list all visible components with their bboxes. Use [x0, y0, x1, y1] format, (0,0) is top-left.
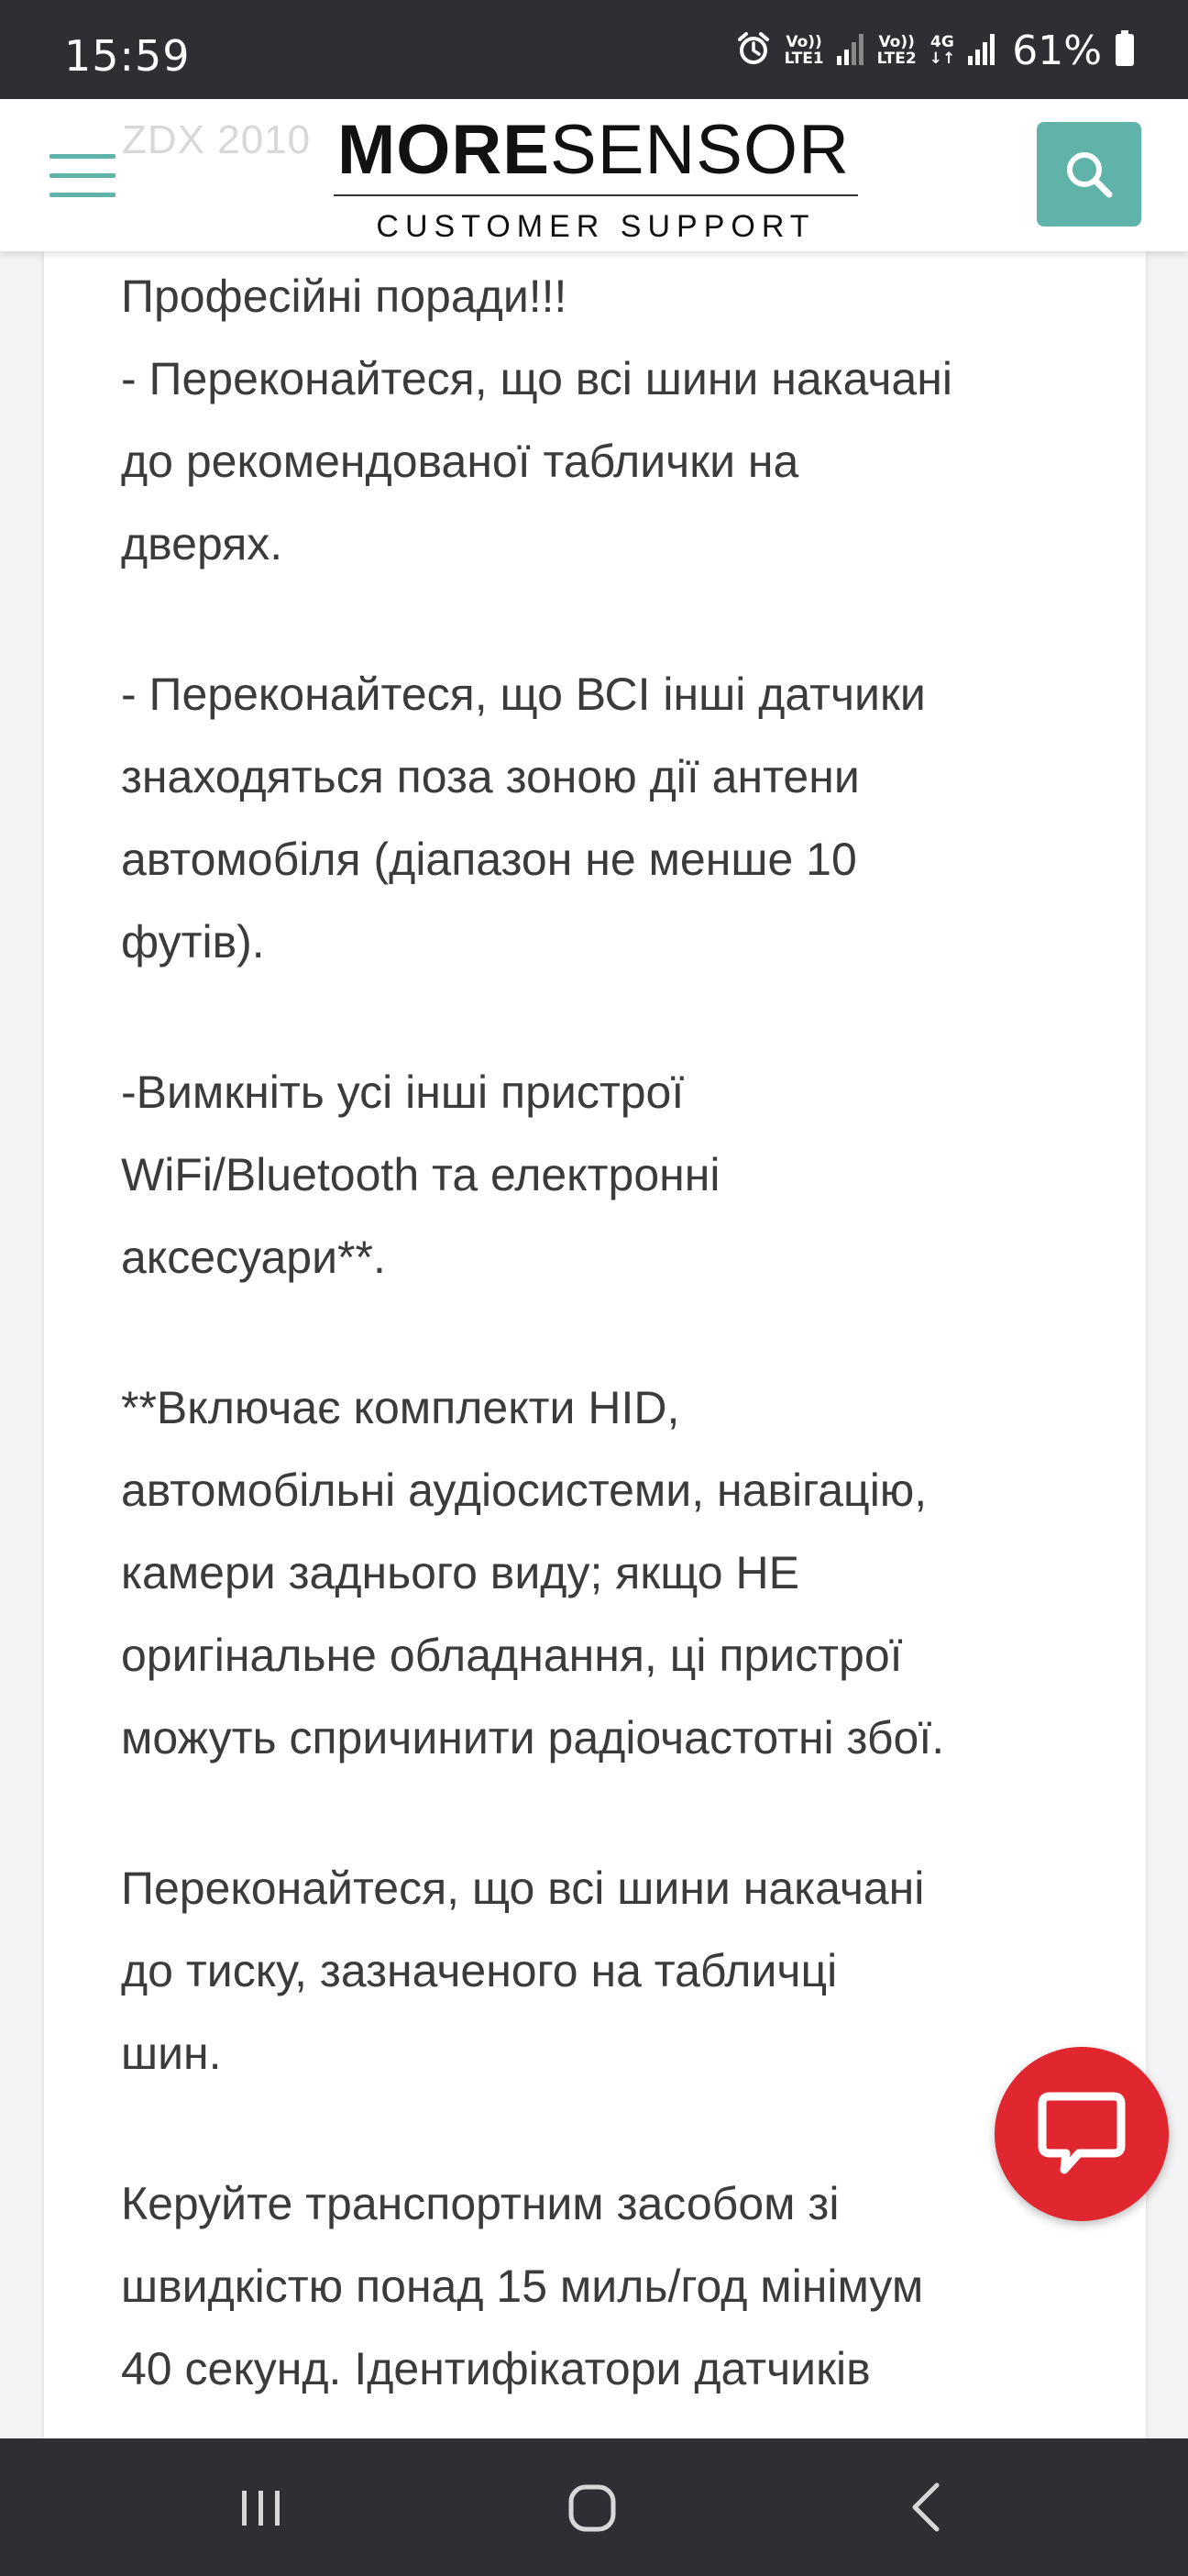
sim1-lte-label: LTE1 — [784, 50, 824, 68]
sim2-volte-label: Vo)) — [878, 33, 915, 51]
alarm-icon — [735, 30, 772, 72]
status-time: 15:59 — [64, 31, 191, 81]
paragraph-line: автомобільні аудіосистеми, навігацію, — [121, 1465, 928, 1516]
article-paragraph — [121, 1051, 1093, 1299]
recent-apps-button[interactable] — [220, 2471, 302, 2544]
sim2-lte-label: LTE2 — [876, 50, 917, 68]
recent-apps-icon — [220, 2471, 302, 2544]
paragraph-line: швидкістю понад 15 миль/год мінімум — [121, 2261, 924, 2312]
paragraph-line: - Переконайтеся, що всі шини накачані — [121, 353, 952, 404]
article-content — [121, 255, 1093, 2410]
scrolled-heading-text: ZDX 2010 — [122, 117, 312, 162]
battery-icon — [1115, 30, 1135, 72]
paragraph-line: оригінальне обладнання, ці пристрої — [121, 1630, 903, 1681]
live-chat-button[interactable] — [995, 2047, 1169, 2221]
status-bar — [0, 0, 1188, 99]
system-navigation-bar — [0, 2438, 1188, 2576]
signal-icon — [837, 32, 864, 70]
paragraph-line: Керуйте транспортним засобом зі — [121, 2178, 840, 2229]
paragraph-line: - Переконайтеся, що ВСІ інші датчики — [121, 669, 926, 720]
search-button[interactable] — [1037, 122, 1141, 227]
article-paragraph — [121, 2162, 1093, 2410]
paragraph-line: -Вимкніть усі інші пристрої — [121, 1067, 685, 1118]
paragraph-line: дверях. — [121, 518, 283, 569]
home-icon — [551, 2471, 633, 2544]
sim1-volte-label: Vo)) — [786, 33, 822, 51]
article-paragraph — [121, 255, 1093, 585]
chat-bubble-icon — [1037, 2091, 1127, 2179]
logo-regular-part: SENSOR — [550, 111, 850, 189]
paragraph-line: Професійні поради!!! — [121, 271, 567, 322]
sim1-indicator — [785, 34, 824, 67]
paragraph-line: до рекомендованої таблички на — [121, 436, 799, 487]
status-indicators — [735, 26, 1135, 75]
paragraph-line: можуть спричинити радіочастотні збої. — [121, 1712, 945, 1763]
logo-divider — [334, 194, 858, 196]
paragraph-line: футів). — [121, 916, 265, 967]
hamburger-menu-button[interactable] — [50, 150, 116, 202]
paragraph-line: автомобіля (діапазон не менше 10 — [121, 834, 857, 885]
menu-icon-bar — [50, 193, 116, 197]
paragraph-line: знаходяться поза зоною дії антени — [121, 751, 860, 802]
paragraph-line: Переконайтеся, що всі шини накачані — [121, 1863, 925, 1914]
site-header — [0, 99, 1188, 251]
paragraph-line: **Включає комплекти HID, — [121, 1382, 680, 1433]
article-paragraph — [121, 1366, 1093, 1779]
sim2-indicator — [877, 34, 917, 67]
network-type-indicator — [930, 34, 956, 67]
network-type-label: 4G — [930, 33, 954, 51]
paragraph-line: камери заднього виду; якщо НЕ — [121, 1547, 799, 1598]
data-arrows-icon: ↓↑ — [929, 50, 956, 68]
paragraph-line: шин. — [121, 2028, 222, 2079]
article-paragraph — [121, 653, 1093, 983]
article-paragraph — [121, 1847, 1093, 2095]
paragraph-line: WiFi/Bluetooth та електронні — [121, 1149, 720, 1200]
menu-icon-bar — [50, 154, 116, 159]
paragraph-line: до тиску, зазначеного на табличці — [121, 1945, 838, 1996]
battery-percent: 61% — [1012, 27, 1102, 74]
logo-subtitle: CUSTOMER SUPPORT — [376, 209, 816, 244]
logo-wordmark — [337, 106, 850, 194]
paragraph-line: аксесуари**. — [121, 1232, 386, 1283]
menu-icon-bar — [50, 173, 116, 178]
logo-bold-part: MORE — [337, 111, 550, 189]
site-logo[interactable] — [330, 106, 862, 244]
back-icon — [886, 2471, 968, 2544]
signal-icon — [968, 32, 996, 70]
back-button[interactable] — [886, 2471, 968, 2544]
paragraph-line: 40 секунд. Ідентифікатори датчиків — [121, 2343, 871, 2394]
home-button[interactable] — [551, 2471, 633, 2544]
search-icon — [1063, 149, 1115, 200]
